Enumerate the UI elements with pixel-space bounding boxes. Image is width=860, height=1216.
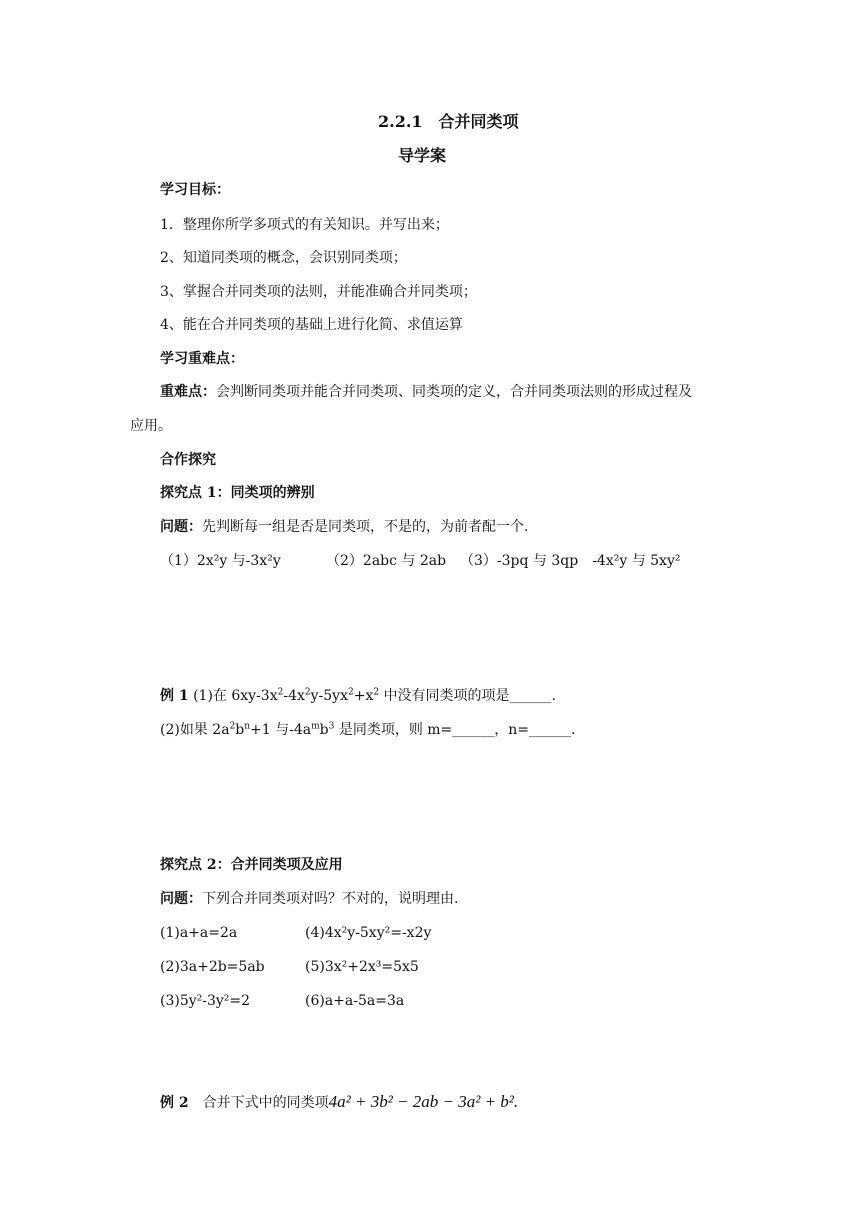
goal-item: 2、知道同类项的概念，会识别同类项； xyxy=(160,250,407,266)
example1-label: 例 1 xyxy=(160,688,189,704)
key-heading: 学习重难点： xyxy=(160,351,244,367)
superscript: 2 xyxy=(277,687,284,698)
question-text: 先判断每一组是否是同类项，不是的，为前者配一个. xyxy=(202,519,529,535)
example1-text: -4x xyxy=(283,688,305,704)
point2-item: (4)4x²y-5xy²=-x2y xyxy=(305,925,432,941)
point2-item: (5)3x²+2x³=5x5 xyxy=(305,959,419,975)
point2-item: (1)a+a=2a xyxy=(160,925,238,941)
superscript: 2 xyxy=(373,687,380,698)
point1-item: （3）-3pq 与 3qp -4x²y 与 5xy² xyxy=(460,553,681,569)
key-paragraph-cont: 应用。 xyxy=(130,418,172,434)
key-label: 重难点： xyxy=(160,384,216,400)
example1-text: (2)如果 2a xyxy=(160,722,230,738)
goals-heading: 学习目标： xyxy=(160,182,230,198)
example1-text: +1 与-4a xyxy=(250,722,312,738)
example2-line xyxy=(160,1092,518,1113)
superscript: 2 xyxy=(229,721,236,732)
explore-heading: 合作探究 xyxy=(160,452,216,468)
point1-heading: 探究点 1：同类项的辨别 xyxy=(160,485,315,501)
example1-text: +x xyxy=(353,688,374,704)
point1-item: （1）2x²y 与-3x²y xyxy=(160,553,281,569)
goal-item: 1．整理你所学多项式的有关知识。并写出来； xyxy=(160,217,449,233)
question-label: 问题： xyxy=(160,519,202,535)
point1-question xyxy=(160,517,528,537)
superscript: n xyxy=(244,721,251,732)
example2-expression: 4a² + 3b² − 2ab − 3a² + b². xyxy=(328,1092,519,1111)
point2-item: (6)a+a-5a=3a xyxy=(305,993,405,1009)
example2-label: 例 2 xyxy=(160,1095,189,1111)
example1-text: (1)在 6xy-3x xyxy=(188,688,278,704)
question-text: 下列合并同类项对吗？不对的，说明理由. xyxy=(202,891,459,907)
point1-item: （2）2abc 与 2ab xyxy=(326,553,447,569)
question-label: 问题： xyxy=(160,891,202,907)
example2-text: 合并下式中的同类项 xyxy=(188,1095,329,1111)
superscript: m xyxy=(311,721,320,732)
point2-item: (3)5y²-3y²=2 xyxy=(160,993,251,1009)
example1-text: b xyxy=(235,722,245,738)
example1-text: y-5yx xyxy=(310,688,348,704)
superscript: 2 xyxy=(347,687,354,698)
point2-heading: 探究点 2：合并同类项及应用 xyxy=(160,857,343,873)
point2-question xyxy=(160,889,458,909)
key-paragraph xyxy=(160,382,692,402)
page-title: 2.2.1 合并同类项 xyxy=(378,112,519,131)
example1-text: 是同类项，则 m=______，n=______. xyxy=(334,722,576,738)
key-text: 会判断同类项并能合并同类项、同类项的定义，合并同类项法则的形成过程及 xyxy=(216,384,692,400)
superscript: 2 xyxy=(304,687,311,698)
example1-text: b xyxy=(319,722,329,738)
page-subtitle: 导学案 xyxy=(398,146,447,165)
point2-item: (2)3a+2b=5ab xyxy=(160,959,265,975)
example1-text: 中没有同类项的项是______. xyxy=(379,688,556,704)
example1-line1 xyxy=(160,686,556,706)
goal-item: 3、掌握合并同类项的法则，并能准确合并同类项； xyxy=(160,284,477,300)
example1-line2 xyxy=(160,720,575,740)
goal-item: 4、能在合并同类项的基础上进行化简、求值运算 xyxy=(160,317,463,333)
superscript: 3 xyxy=(328,721,335,732)
